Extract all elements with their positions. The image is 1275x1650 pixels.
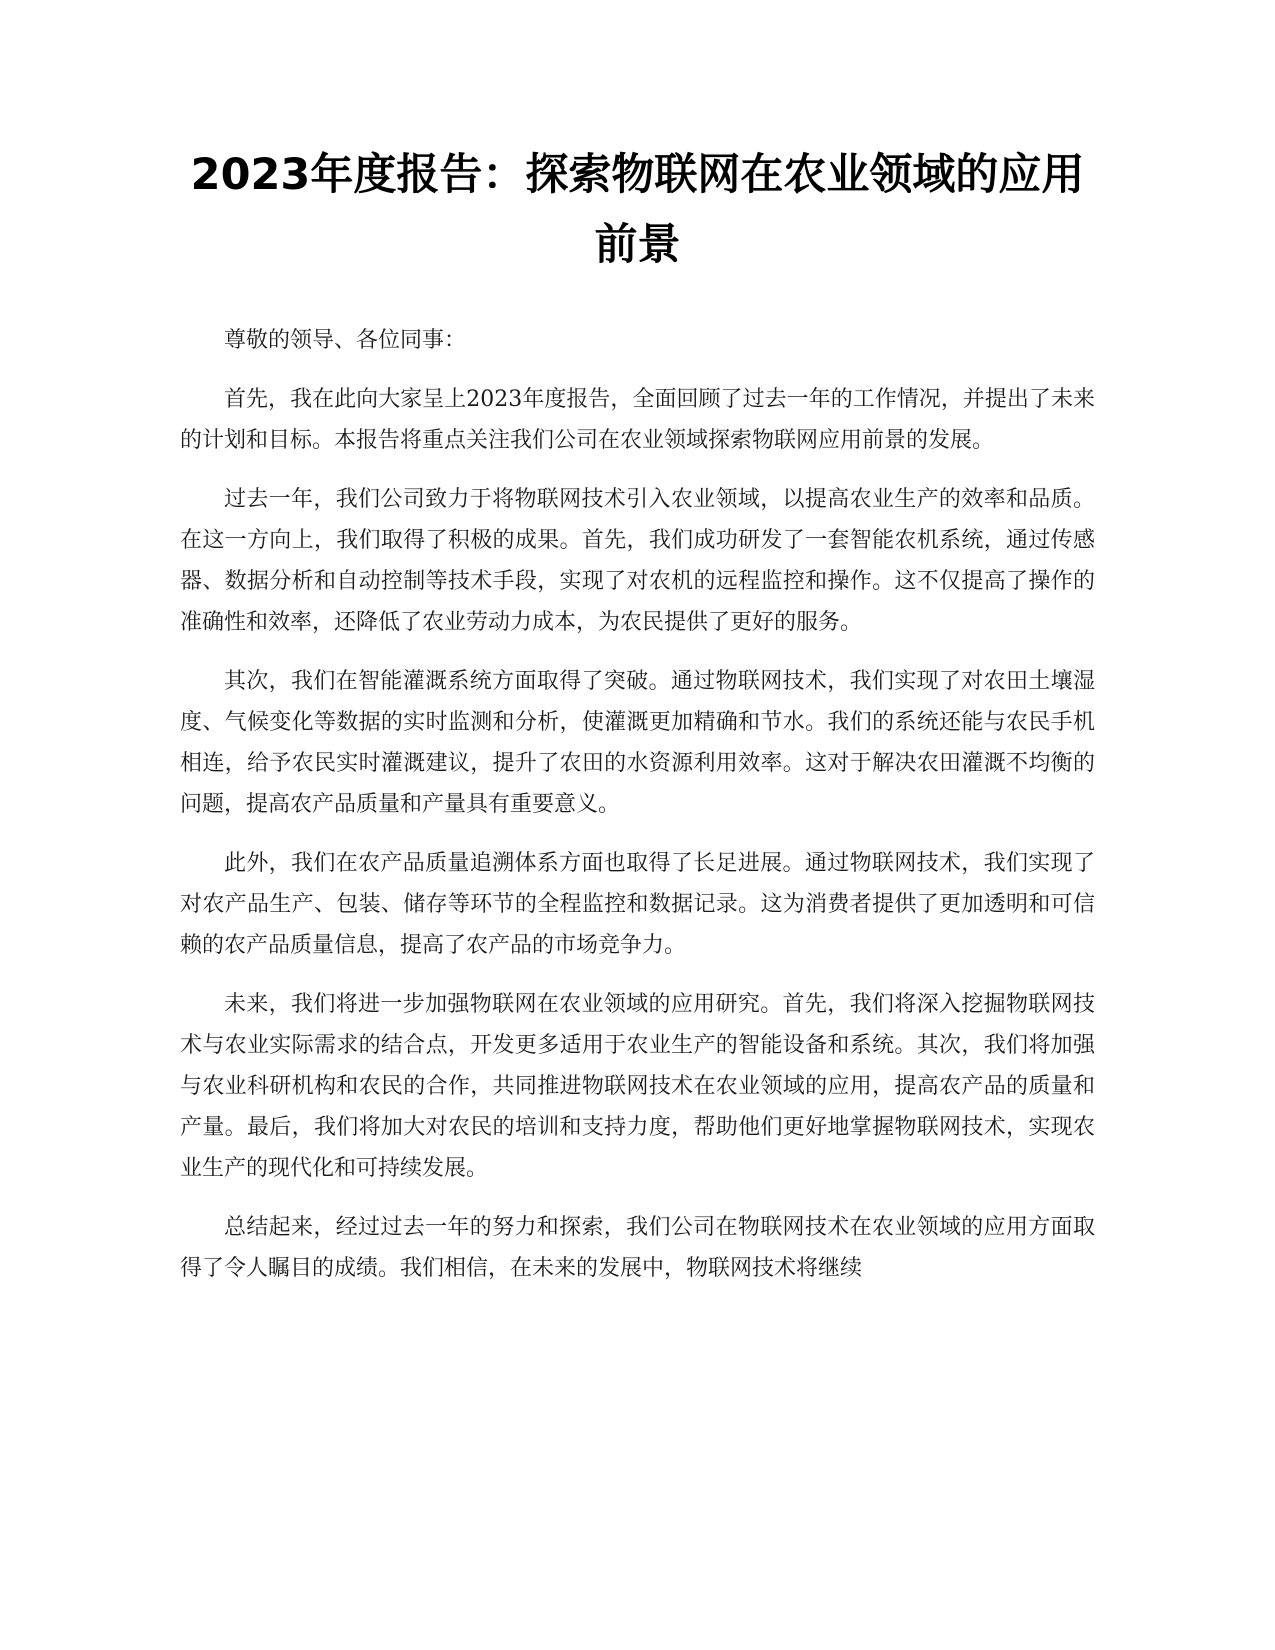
- body-paragraph: 首先，我在此向大家呈上2023年度报告，全面回顾了过去一年的工作情况，并提出了未来的计划和目标。本报告将重点关注我们公司在农业领域探索物联网应用前景的发展。: [180, 387, 1095, 453]
- body-paragraph: 未来，我们将进一步加强物联网在农业领域的应用研究。首先，我们将深入挖掘物联网技术与农业实际需求的结合点，开发更多适用于农业生产的智能设备和系统。其次，我们将加强与农业科研机构和农民的合作，共同推进物联网技术在农业领域的应用，提高农产品的质量和产量。最后，我们将加大对农民的培训和支持力度，帮助他们更好地掌握物联网技术，实现农业生产的现代化和可持续发展。: [180, 992, 1095, 1181]
- greeting-paragraph: 尊敬的领导、各位同事：: [224, 328, 467, 353]
- body-paragraph: 总结起来，经过过去一年的努力和探索，我们公司在物联网技术在农业领域的应用方面取得了令人瞩目的成绩。我们相信，在未来的发展中，物联网技术将继续: [180, 1215, 1095, 1281]
- document-title: 2023年度报告：探索物联网在农业领域的应用前景: [190, 150, 1085, 270]
- body-paragraph: 此外，我们在农产品质量追溯体系方面也取得了长足进展。通过物联网技术，我们实现了对农产品生产、包装、储存等环节的全程监控和数据记录。这为消费者提供了更加透明和可信赖的农产品质量信息，提高了农产品的市场竞争力。: [180, 851, 1095, 958]
- document-body: [180, 320, 1095, 1307]
- body-paragraph: 过去一年，我们公司致力于将物联网技术引入农业领域，以提高农业生产的效率和品质。在这一方向上，我们取得了积极的成果。首先，我们成功研发了一套智能农机系统，通过传感器、数据分析和自动控制等技术手段，实现了对农机的远程监控和操作。这不仅提高了操作的准确性和效率，还降低了农业劳动力成本，为农民提供了更好的服务。: [180, 487, 1095, 635]
- body-paragraph: 其次，我们在智能灌溉系统方面取得了突破。通过物联网技术，我们实现了对农田土壤湿度、气候变化等数据的实时监测和分析，使灌溉更加精确和节水。我们的系统还能与农民手机相连，给予农民实时灌溉建议，提升了农田的水资源利用效率。这对于解决农田灌溉不均衡的问题，提高农产品质量和产量具有重要意义。: [180, 669, 1095, 817]
